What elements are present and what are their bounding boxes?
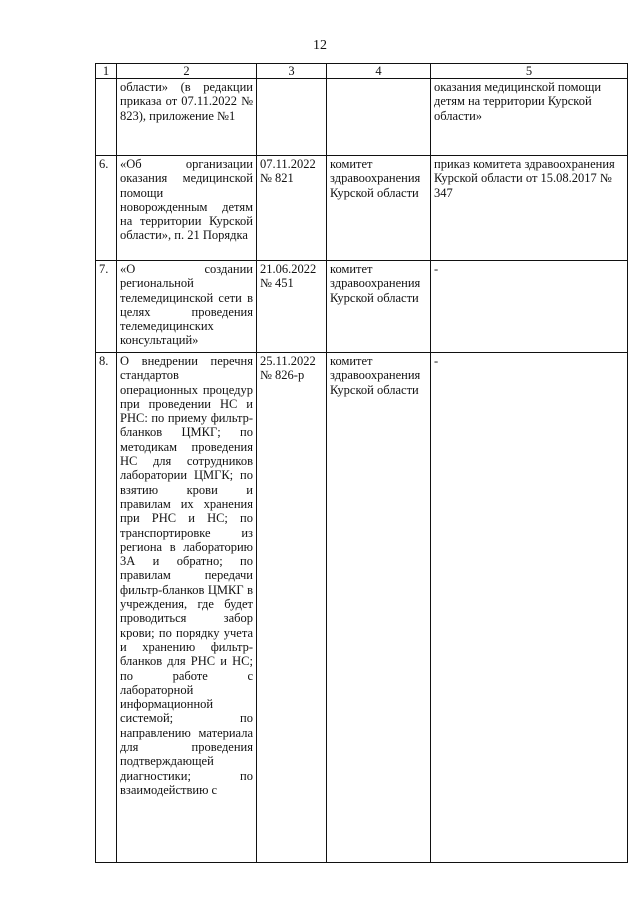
row-number xyxy=(96,79,117,156)
document-date-number: 07.11.2022 № 821 xyxy=(257,156,327,261)
column-header-5: 5 xyxy=(431,64,628,79)
issuing-body: комитет здравоохранения Курской области xyxy=(327,156,431,261)
column-header-2: 2 xyxy=(117,64,257,79)
document-name: «Об организации оказания медицинской помощи новорожденным детям на территории Курской области», п. 21 Порядка xyxy=(117,156,257,261)
table-row xyxy=(96,353,628,863)
note: - xyxy=(431,353,628,863)
table-row xyxy=(96,79,628,156)
registry-table xyxy=(95,63,628,863)
note: приказ комитета здравоохранения Курской области от 15.08.2017 № 347 xyxy=(431,156,628,261)
column-header-1: 1 xyxy=(96,64,117,79)
document-name: «О создании региональной телемедицинской сети в целях проведения телемедицинских консультаций» xyxy=(117,261,257,353)
note: - xyxy=(431,261,628,353)
issuing-body: комитет здравоохранения Курской области xyxy=(327,353,431,863)
table-header-row xyxy=(96,64,628,79)
column-header-4: 4 xyxy=(327,64,431,79)
note: оказания медицинской помощи детям на территории Курской области» xyxy=(431,79,628,156)
document-date-number: 25.11.2022 № 826-р xyxy=(257,353,327,863)
table-row xyxy=(96,261,628,353)
row-number: 7. xyxy=(96,261,117,353)
column-header-3: 3 xyxy=(257,64,327,79)
document-name: О внедрении перечня стандартов операционных процедур при проведении НС и РНС: по приему фильтр-бланков ЦМКГ; по методикам проведения НС для сотрудников лаборатории ЦМГК; по взятию крови и правилам их хранения при РНС и НС; по транспортировке из региона в лабораторию 3А и обратно; по правилам передачи фильтр-бланков ЦМКГ в учреждения, где будет проводиться забор крови; по порядку учета и хранению фильтр-бланков для РНС и НС; по работе с лабораторной информационной системой; по направлению материала для проведения подтверждающей диагностики; по взаимодействию с xyxy=(117,353,257,863)
document-date-number: 21.06.2022 № 451 xyxy=(257,261,327,353)
table-row xyxy=(96,156,628,261)
issuing-body xyxy=(327,79,431,156)
document-date-number xyxy=(257,79,327,156)
row-number: 6. xyxy=(96,156,117,261)
row-number: 8. xyxy=(96,353,117,863)
issuing-body: комитет здравоохранения Курской области xyxy=(327,261,431,353)
document-name: области» (в редакции приказа от 07.11.2022 № 823), приложение №1 xyxy=(117,79,257,156)
page-number: 12 xyxy=(313,38,327,53)
